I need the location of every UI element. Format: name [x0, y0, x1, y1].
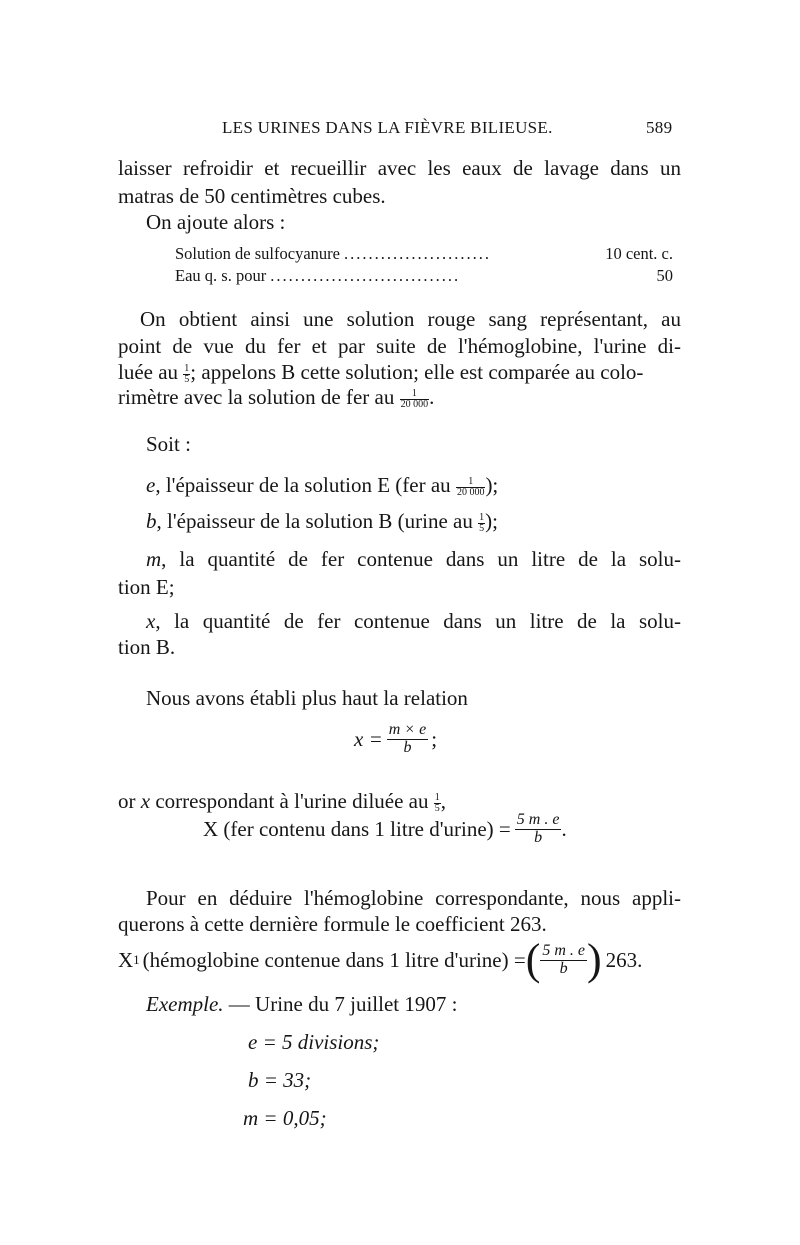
fraction-denominator: 5 — [184, 373, 190, 385]
page-number: 589 — [646, 118, 673, 137]
recipe-label: Solution de sulfocyanure — [175, 244, 340, 263]
recipe-quantity: 50 — [656, 266, 673, 285]
example-line — [146, 992, 457, 1017]
example-value-b: b = 33; — [248, 1068, 312, 1092]
subscript: 1 — [133, 952, 140, 967]
definition-x — [146, 608, 681, 634]
fraction-numerator: 1 — [479, 511, 485, 523]
text-line: tion E; — [118, 575, 175, 599]
example-value-m: m = 0,05; — [243, 1106, 327, 1130]
fraction-denominator: b — [540, 960, 587, 978]
fraction — [387, 722, 428, 757]
fraction-numerator: 1 — [184, 362, 190, 374]
fraction-numerator: 1 — [468, 475, 474, 487]
text-fragment: , l'épaisseur de la solution B (urine au — [156, 509, 473, 533]
text-fragment: , la quantité de fer contenue dans un litre de la solu- — [161, 547, 681, 571]
text-line: On ajoute alors : — [146, 210, 286, 234]
fraction-numerator: 5 m . e — [516, 811, 560, 828]
recipe-row — [175, 266, 673, 286]
text-fragment: ; — [431, 726, 438, 751]
recipe-label: Eau q. s. pour — [175, 266, 267, 285]
fraction-denominator: 5 — [434, 802, 440, 814]
text-fragment: ; appelons B cette solution; elle est comparée au colo- — [190, 360, 644, 384]
equation-symbol: X — [118, 947, 134, 972]
text-fragment: . — [429, 385, 435, 409]
text-fragment: luée au — [118, 360, 179, 384]
example-value-e: e = 5 divisions; — [248, 1030, 380, 1054]
text-fragment: ); — [485, 509, 498, 533]
equation-lhs: X (fer contenu dans 1 litre d'urine) = — [203, 816, 511, 841]
fraction-denominator: b — [387, 739, 428, 757]
equation-X1 — [118, 935, 643, 984]
text-line: matras de 50 centimètres cubes. — [118, 184, 386, 208]
example-label: Exemple. — [146, 992, 224, 1016]
text-line — [118, 359, 681, 385]
text-line: tion B. — [118, 635, 176, 659]
text-line — [118, 384, 681, 410]
text-line: Pour en déduire l'hémoglobine correspondante, nous appli- — [146, 886, 681, 910]
text-line — [118, 788, 681, 814]
recipe-row — [175, 244, 673, 264]
text-line: Soit : — [146, 432, 191, 456]
fraction-numerator: m × e — [388, 721, 427, 738]
text-fragment: rimètre avec la solution de fer au — [118, 385, 395, 409]
equation-lhs: (hémoglobine contenue dans 1 litre d'urine) = — [142, 947, 526, 972]
fraction-denominator: 20 000 — [456, 486, 485, 498]
text-line: querons à cette dernière formule le coefficient 263. — [118, 912, 547, 936]
fraction — [434, 793, 441, 814]
definition-e — [146, 472, 681, 498]
variable: e — [146, 473, 156, 497]
fraction-denominator: 20 000 — [400, 398, 429, 410]
leader-dots: ............................... — [270, 266, 461, 285]
fraction-numerator: 5 m . e — [542, 941, 585, 959]
leader-dots: ........................ — [343, 244, 491, 263]
equation-relation — [354, 722, 437, 757]
text-fragment: correspondant à l'urine diluée au — [155, 789, 429, 813]
fraction — [400, 389, 430, 410]
fraction-denominator: b — [515, 829, 562, 847]
text-line: point de vue du fer et par suite de l'hémoglobine, l'urine di- — [118, 334, 681, 358]
fraction-numerator: 1 — [411, 387, 417, 399]
definition-m — [146, 546, 681, 572]
fraction — [456, 477, 486, 498]
definition-b — [146, 508, 681, 534]
equation-X — [203, 812, 567, 847]
equation-lhs: x = — [354, 726, 383, 751]
paren-close: ) — [587, 935, 602, 984]
text-line: laisser refroidir et recueillir avec les eaux de lavage dans un — [118, 156, 681, 180]
text-line: On obtient ainsi une solution rouge sang représentant, au — [140, 307, 681, 331]
text-fragment: , la quantité de fer contenue dans un litre de la solu- — [155, 609, 681, 633]
fraction — [515, 812, 562, 847]
text-fragment: ); — [485, 473, 499, 497]
variable: x — [146, 609, 156, 633]
variable: b — [146, 509, 157, 533]
fraction-denominator: 5 — [479, 522, 485, 534]
fraction — [540, 943, 587, 978]
variable: x — [140, 789, 151, 813]
coefficient: 263. — [605, 947, 643, 972]
text-line: Nous avons établi plus haut la relation — [146, 686, 468, 710]
recipe-quantity: 10 cent. c. — [605, 244, 673, 263]
text-fragment: , — [440, 789, 447, 813]
text-fragment: . — [561, 816, 567, 841]
text-fragment: — Urine du 7 juillet 1907 : — [228, 992, 458, 1016]
fraction-numerator: 1 — [434, 791, 440, 803]
text-fragment: or — [118, 789, 136, 813]
text-fragment: , l'épaisseur de la solution E (fer au — [155, 473, 451, 497]
variable: m — [146, 547, 162, 571]
running-title: LES URINES DANS LA FIÈVRE BILIEUSE. — [222, 118, 553, 137]
paren-open: ( — [525, 935, 541, 984]
